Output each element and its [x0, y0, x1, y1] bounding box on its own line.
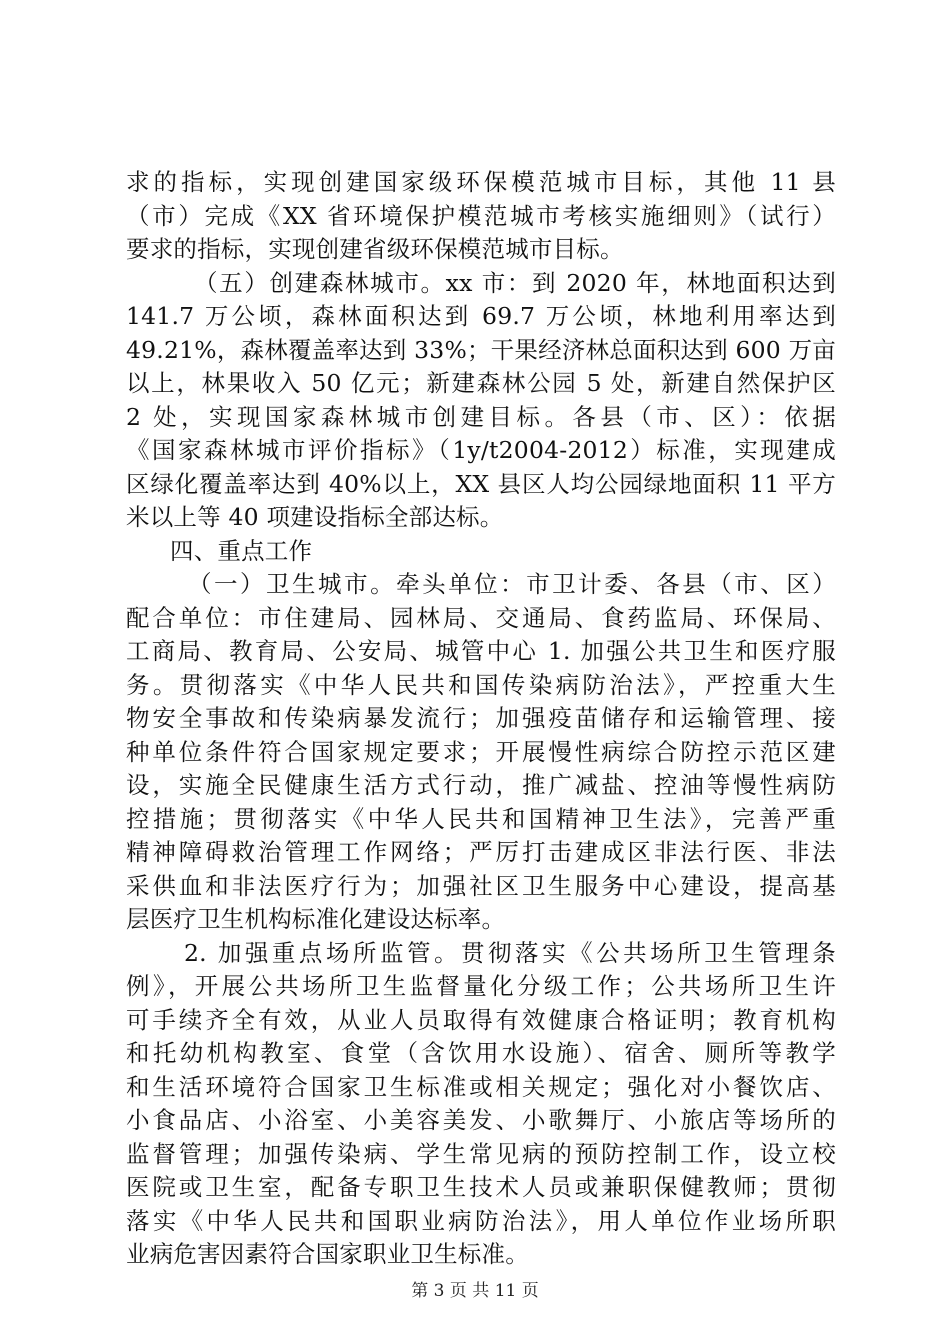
text-line: 以上，林果收入 50 亿元；新建森林公园 5 处，新建自然保护区: [126, 369, 836, 397]
text-line: 物安全事故和传染病暴发流行；加强疫苗储存和运输管理、接: [126, 704, 836, 732]
text-line: 区绿化覆盖率达到 40%以上，XX 县区人均公园绿地面积 11 平方: [126, 469, 836, 498]
text-line: 四、重点工作: [170, 536, 313, 565]
text-line: 控措施；贯彻落实《中华人民共和国精神卫生法》，完善严重: [126, 804, 836, 833]
text-line: （五）创建森林城市。xx 市：到 2020 年，林地面积达到: [194, 268, 836, 297]
document-body: [126, 166, 836, 1272]
text-line: 采供血和非法医疗行为；加强社区卫生服务中心建设，提高基: [126, 871, 836, 900]
text-line: 监督管理；加强传染病、学生常见病的预防控制工作，设立校: [126, 1139, 836, 1168]
text-line: 和生活环境符合国家卫生标准或相关规定；强化对小餐饮店、: [126, 1072, 836, 1101]
text-line: （一）卫生城市。牵头单位：市卫计委、各县（市、区）: [188, 570, 836, 598]
text-line: 配合单位：市住建局、园林局、交通局、食药监局、环保局、: [126, 603, 836, 632]
text-line: 设，实施全民健康生活方式行动，推广减盐、控油等慢性病防: [126, 771, 836, 799]
text-line: 49.21%，森林覆盖率达到 33%；干果经济林总面积达到 600 万亩: [126, 335, 836, 364]
text-line: 医院或卫生室，配备专职卫生技术人员或兼职保健教师；贯彻: [126, 1173, 836, 1201]
text-line: 工商局、教育局、公安局、城管中心 1. 加强公共卫生和医疗服: [126, 637, 836, 665]
text-line: 《国家森林城市评价指标》（1y/t2004-2012）标准，实现建成: [126, 436, 836, 464]
text-line: 小食品店、小浴室、小美容美发、小歌舞厅、小旅店等场所的: [126, 1106, 836, 1134]
text-line: 例》，开展公共场所卫生监督量化分级工作；公共场所卫生许: [126, 972, 836, 1000]
text-line: 要求的指标，实现创建省级环保模范城市目标。: [126, 235, 624, 263]
text-line: 和托幼机构教室、食堂（含饮用水设施）、宿舍、厕所等教学: [126, 1039, 836, 1067]
text-line: 务。贯彻落实《中华人民共和国传染病防治法》，严控重大生: [126, 670, 836, 699]
text-line: 落实《中华人民共和国职业病防治法》，用人单位作业场所职: [126, 1206, 836, 1235]
text-line: 141.7 万公顷，森林面积达到 69.7 万公顷，林地利用率达到: [126, 302, 836, 330]
page-footer: 第 3 页 共 11 页: [411, 1281, 539, 1301]
text-line: 2 处，实现国家森林城市创建目标。各县（市、区）：依据: [126, 402, 836, 431]
text-line: （市）完成《XX 省环境保护模范城市考核实施细则》（试行）: [126, 201, 836, 230]
text-line: 求的指标，实现创建国家级环保模范城市目标，其他 11 县: [126, 168, 836, 196]
text-line: 业病危害因素符合国家职业卫生标准。: [126, 1240, 529, 1268]
text-line: 种单位条件符合国家规定要求；开展慢性病综合防控示范区建: [126, 737, 836, 766]
text-line: 米以上等 40 项建设指标全部达标。: [126, 503, 504, 531]
text-line: 精神障碍救治管理工作网络；严厉打击建成区非法行医、非法: [126, 838, 836, 866]
text-line: 可手续齐全有效，从业人员取得有效健康合格证明；教育机构: [126, 1005, 836, 1034]
text-line: 2. 加强重点场所监管。贯彻落实《公共场所卫生管理条: [184, 938, 836, 967]
text-line: 层医疗卫生机构标准化建设达标率。: [126, 905, 506, 933]
